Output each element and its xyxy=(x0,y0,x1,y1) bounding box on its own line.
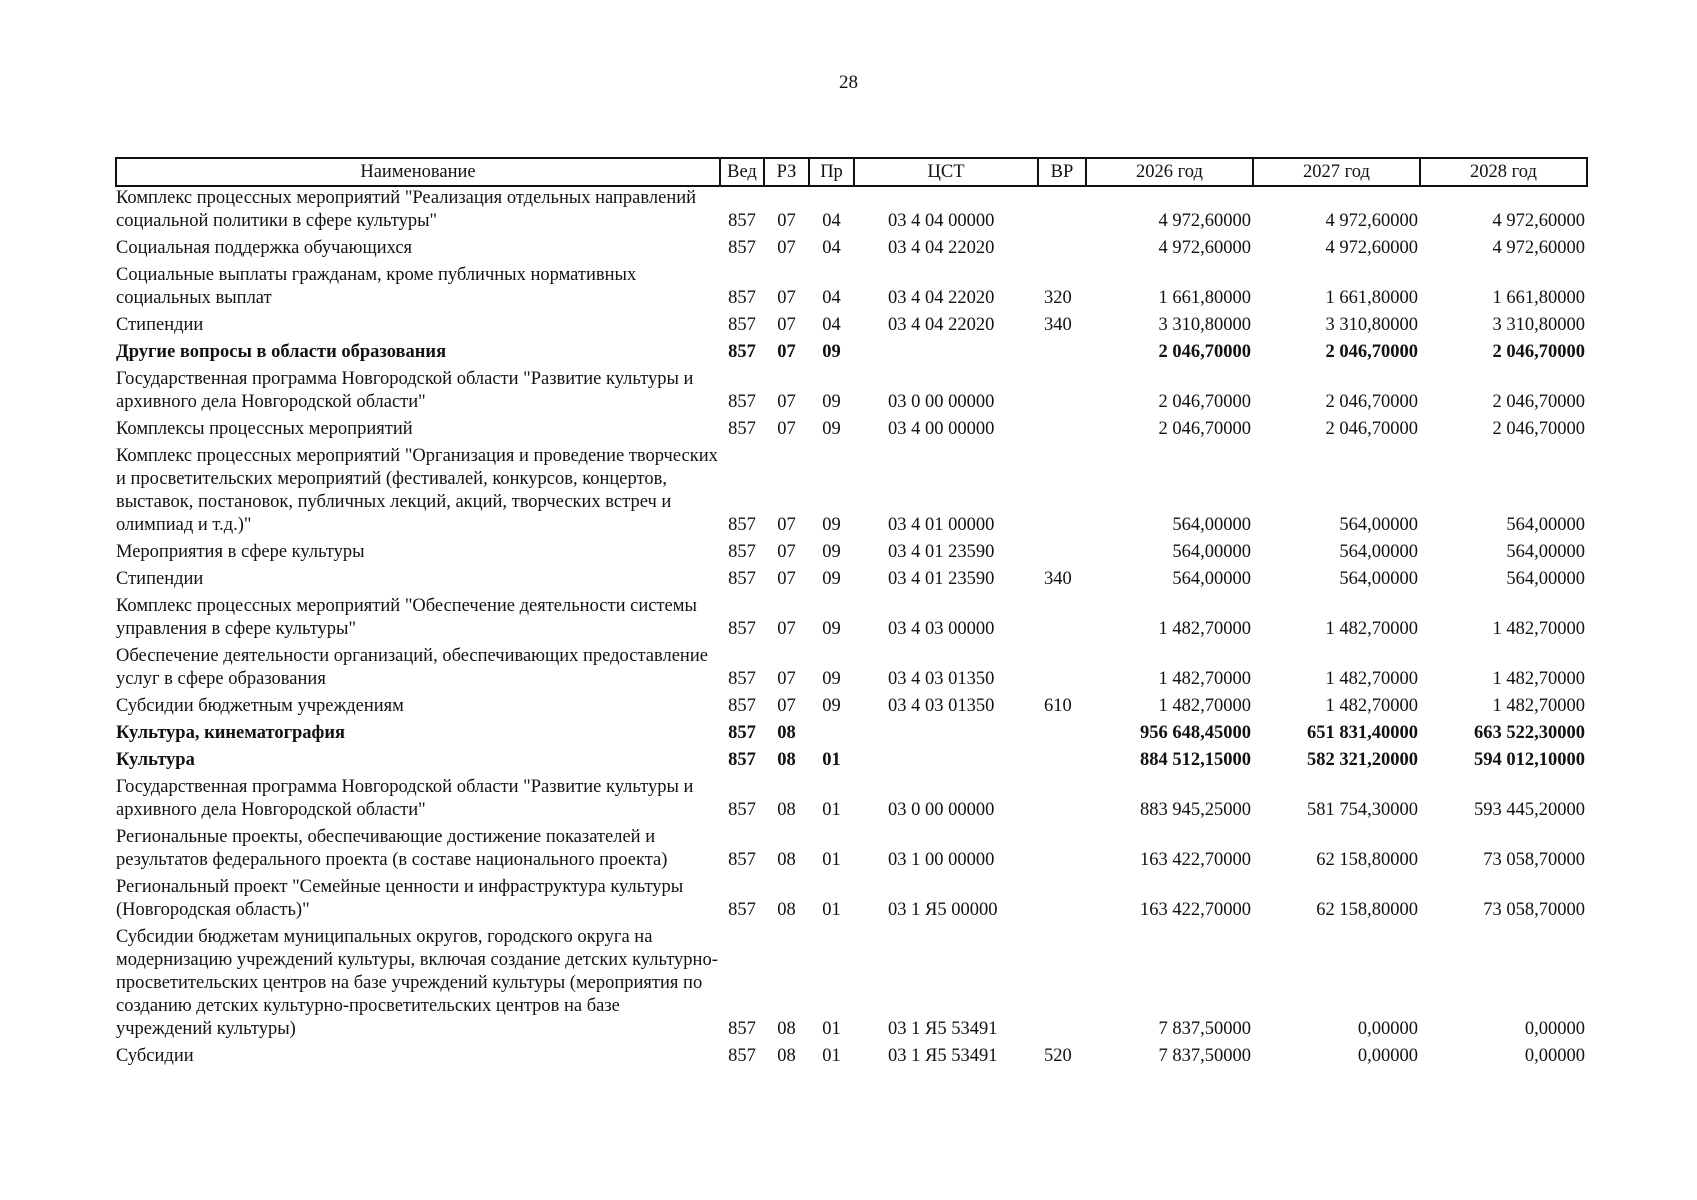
row-ved: 857 xyxy=(728,211,756,231)
row-amount-2027: 2 046,70000 xyxy=(1325,419,1418,439)
row-ved: 857 xyxy=(728,392,756,412)
row-rz: 08 xyxy=(777,900,796,920)
table-row xyxy=(116,776,1587,826)
table-row xyxy=(116,368,1587,418)
row-rz: 08 xyxy=(777,1046,796,1066)
row-name: Другие вопросы в области образования xyxy=(116,342,447,362)
row-amount-2027: 651 831,40000 xyxy=(1307,723,1418,743)
table-header-row xyxy=(116,158,1587,186)
row-ved: 857 xyxy=(728,723,756,743)
row-amount-2028: 1 482,70000 xyxy=(1492,696,1585,716)
row-ved: 857 xyxy=(728,696,756,716)
table-row xyxy=(116,341,1587,368)
table-row xyxy=(116,186,1587,237)
row-vr xyxy=(1038,645,1086,695)
row-ved: 857 xyxy=(728,515,756,535)
row-cst: 03 4 04 22020 xyxy=(888,238,995,258)
row-amount-2026: 2 046,70000 xyxy=(1158,342,1251,362)
row-amount-2028: 564,00000 xyxy=(1506,542,1585,562)
table-row xyxy=(116,595,1587,645)
row-name: Мероприятия в сфере культуры xyxy=(116,542,365,562)
row-ved: 857 xyxy=(728,542,756,562)
row-amount-2027: 564,00000 xyxy=(1339,542,1418,562)
row-vr xyxy=(1038,595,1086,645)
row-cst: 03 4 03 00000 xyxy=(888,619,995,639)
row-pr: 09 xyxy=(822,515,841,535)
row-name: Субсидии бюджетам муниципальных округов, городского округа на модернизацию учреждений культуры, включая создание детских культурно-просветительских центров на базе учреждений культуры (мероприятия по созданию детских культурно-просветительских центров на базе учреждений культуры) xyxy=(116,927,718,1039)
row-amount-2028: 2 046,70000 xyxy=(1492,419,1585,439)
row-amount-2027: 62 158,80000 xyxy=(1316,900,1418,920)
row-name: Стипендии xyxy=(116,315,204,335)
row-amount-2028: 4 972,60000 xyxy=(1492,238,1585,258)
row-pr: 01 xyxy=(822,800,841,820)
row-name: Культура xyxy=(116,750,195,770)
row-vr xyxy=(1038,541,1086,568)
row-amount-2027: 4 972,60000 xyxy=(1325,211,1418,231)
row-ved: 857 xyxy=(728,669,756,689)
row-rz: 08 xyxy=(777,750,796,770)
row-cst xyxy=(854,749,1038,776)
budget-table xyxy=(115,157,1588,1072)
row-pr: 04 xyxy=(822,238,841,258)
row-name: Государственная программа Новгородской области "Развитие культуры и архивного дела Новгородской области" xyxy=(116,777,694,820)
row-amount-2026: 1 661,80000 xyxy=(1158,288,1251,308)
row-rz: 08 xyxy=(777,1019,796,1039)
row-amount-2026: 163 422,70000 xyxy=(1140,850,1251,870)
row-pr: 09 xyxy=(822,619,841,639)
row-vr xyxy=(1038,776,1086,826)
row-amount-2026: 7 837,50000 xyxy=(1158,1046,1251,1066)
row-amount-2028: 593 445,20000 xyxy=(1474,800,1585,820)
row-ved: 857 xyxy=(728,850,756,870)
row-name: Комплексы процессных мероприятий xyxy=(116,419,413,439)
row-amount-2026: 2 046,70000 xyxy=(1158,419,1251,439)
table-row xyxy=(116,749,1587,776)
row-vr xyxy=(1038,368,1086,418)
row-pr: 09 xyxy=(822,569,841,589)
table-row xyxy=(116,826,1587,876)
table-row xyxy=(116,418,1587,445)
row-amount-2028: 73 058,70000 xyxy=(1483,900,1585,920)
row-amount-2028: 1 661,80000 xyxy=(1492,288,1585,308)
row-amount-2028: 663 522,30000 xyxy=(1474,723,1585,743)
row-cst xyxy=(854,722,1038,749)
row-ved: 857 xyxy=(728,315,756,335)
row-pr: 01 xyxy=(822,900,841,920)
row-cst: 03 0 00 00000 xyxy=(888,800,995,820)
table-row xyxy=(116,445,1587,541)
row-rz: 07 xyxy=(777,288,796,308)
row-ved: 857 xyxy=(728,1046,756,1066)
row-cst: 03 4 01 00000 xyxy=(888,515,995,535)
row-amount-2027: 581 754,30000 xyxy=(1307,800,1418,820)
row-cst: 03 1 Я5 53491 xyxy=(888,1046,998,1066)
row-amount-2028: 4 972,60000 xyxy=(1492,211,1585,231)
table-row xyxy=(116,314,1587,341)
row-amount-2026: 4 972,60000 xyxy=(1158,238,1251,258)
row-vr: 520 xyxy=(1044,1046,1072,1066)
row-pr: 09 xyxy=(822,392,841,412)
row-rz: 08 xyxy=(777,800,796,820)
row-amount-2028: 2 046,70000 xyxy=(1492,392,1585,412)
row-rz: 07 xyxy=(777,515,796,535)
row-pr: 01 xyxy=(822,850,841,870)
row-rz: 07 xyxy=(777,542,796,562)
row-amount-2027: 4 972,60000 xyxy=(1325,238,1418,258)
table-row xyxy=(116,541,1587,568)
row-pr: 01 xyxy=(822,750,841,770)
row-cst xyxy=(854,341,1038,368)
row-rz: 07 xyxy=(777,211,796,231)
row-ved: 857 xyxy=(728,900,756,920)
row-amount-2027: 1 482,70000 xyxy=(1325,619,1418,639)
row-rz: 07 xyxy=(777,238,796,258)
row-name: Культура, кинематография xyxy=(116,723,346,743)
row-name: Региональные проекты, обеспечивающие достижение показателей и результатов федерального проекта (в составе национального проекта) xyxy=(116,827,668,870)
table-row xyxy=(116,568,1587,595)
row-pr: 09 xyxy=(822,542,841,562)
row-name: Субсидии xyxy=(116,1046,194,1066)
row-amount-2028: 564,00000 xyxy=(1506,569,1585,589)
row-ved: 857 xyxy=(728,619,756,639)
row-cst: 03 1 Я5 00000 xyxy=(888,900,998,920)
row-pr xyxy=(809,722,854,749)
row-cst: 03 4 00 00000 xyxy=(888,419,995,439)
row-amount-2026: 2 046,70000 xyxy=(1158,392,1251,412)
row-amount-2028: 0,00000 xyxy=(1524,1046,1585,1066)
row-amount-2026: 564,00000 xyxy=(1172,515,1251,535)
header-rz: РЗ xyxy=(764,158,809,186)
row-ved: 857 xyxy=(728,569,756,589)
row-rz: 07 xyxy=(777,419,796,439)
row-rz: 07 xyxy=(777,696,796,716)
row-rz: 08 xyxy=(777,723,796,743)
row-rz: 07 xyxy=(777,569,796,589)
row-amount-2028: 73 058,70000 xyxy=(1483,850,1585,870)
row-amount-2027: 1 482,70000 xyxy=(1325,669,1418,689)
row-amount-2026: 163 422,70000 xyxy=(1140,900,1251,920)
row-vr xyxy=(1038,876,1086,926)
row-cst: 03 4 04 22020 xyxy=(888,288,995,308)
row-amount-2027: 582 321,20000 xyxy=(1307,750,1418,770)
row-amount-2027: 1 661,80000 xyxy=(1325,288,1418,308)
row-name: Комплекс процессных мероприятий "Обеспечение деятельности системы управления в сфере культуры" xyxy=(116,596,697,639)
row-pr: 01 xyxy=(822,1046,841,1066)
row-pr: 04 xyxy=(822,211,841,231)
row-pr: 09 xyxy=(822,696,841,716)
table-row xyxy=(116,722,1587,749)
row-amount-2028: 594 012,10000 xyxy=(1474,750,1585,770)
row-vr: 340 xyxy=(1044,315,1072,335)
header-vr: ВР xyxy=(1038,158,1086,186)
row-vr xyxy=(1038,722,1086,749)
row-amount-2026: 883 945,25000 xyxy=(1140,800,1251,820)
row-rz: 07 xyxy=(777,669,796,689)
row-vr: 340 xyxy=(1044,569,1072,589)
row-amount-2026: 3 310,80000 xyxy=(1158,315,1251,335)
row-amount-2027: 62 158,80000 xyxy=(1316,850,1418,870)
row-amount-2028: 3 310,80000 xyxy=(1492,315,1585,335)
row-ved: 857 xyxy=(728,288,756,308)
row-rz: 07 xyxy=(777,342,796,362)
row-ved: 857 xyxy=(728,342,756,362)
row-pr: 09 xyxy=(822,342,841,362)
row-amount-2026: 564,00000 xyxy=(1172,569,1251,589)
row-amount-2028: 2 046,70000 xyxy=(1492,342,1585,362)
row-vr: 320 xyxy=(1044,288,1072,308)
row-amount-2026: 564,00000 xyxy=(1172,542,1251,562)
table-row xyxy=(116,645,1587,695)
row-rz: 07 xyxy=(777,392,796,412)
row-cst: 03 4 04 22020 xyxy=(888,315,995,335)
row-vr: 610 xyxy=(1044,696,1072,716)
row-vr xyxy=(1038,341,1086,368)
row-cst: 03 0 00 00000 xyxy=(888,392,995,412)
row-vr xyxy=(1038,445,1086,541)
row-amount-2027: 564,00000 xyxy=(1339,515,1418,535)
row-ved: 857 xyxy=(728,800,756,820)
row-cst: 03 1 00 00000 xyxy=(888,850,995,870)
row-rz: 08 xyxy=(777,850,796,870)
row-ved: 857 xyxy=(728,1019,756,1039)
row-pr: 09 xyxy=(822,419,841,439)
table-row xyxy=(116,1045,1587,1072)
row-vr xyxy=(1038,826,1086,876)
row-amount-2027: 3 310,80000 xyxy=(1325,315,1418,335)
row-amount-2027: 2 046,70000 xyxy=(1325,392,1418,412)
page-number: 28 xyxy=(839,72,858,93)
row-amount-2027: 0,00000 xyxy=(1357,1046,1418,1066)
table-row xyxy=(116,926,1587,1045)
row-amount-2027: 0,00000 xyxy=(1357,1019,1418,1039)
row-name: Стипендии xyxy=(116,569,204,589)
row-vr xyxy=(1038,749,1086,776)
row-name: Региональный проект "Семейные ценности и инфраструктура культуры (Новгородская область)" xyxy=(116,877,684,920)
row-rz: 07 xyxy=(777,619,796,639)
row-pr: 09 xyxy=(822,669,841,689)
table-row xyxy=(116,264,1587,314)
row-cst: 03 4 03 01350 xyxy=(888,669,995,689)
header-2027: 2027 год xyxy=(1253,158,1420,186)
row-cst: 03 4 01 23590 xyxy=(888,542,995,562)
row-vr xyxy=(1038,186,1086,237)
row-amount-2026: 1 482,70000 xyxy=(1158,696,1251,716)
row-amount-2026: 1 482,70000 xyxy=(1158,669,1251,689)
row-vr xyxy=(1038,418,1086,445)
row-amount-2026: 4 972,60000 xyxy=(1158,211,1251,231)
row-amount-2028: 0,00000 xyxy=(1524,1019,1585,1039)
row-ved: 857 xyxy=(728,419,756,439)
row-amount-2028: 1 482,70000 xyxy=(1492,669,1585,689)
header-2026: 2026 год xyxy=(1086,158,1253,186)
row-amount-2028: 1 482,70000 xyxy=(1492,619,1585,639)
row-ved: 857 xyxy=(728,750,756,770)
row-amount-2026: 7 837,50000 xyxy=(1158,1019,1251,1039)
row-pr: 01 xyxy=(822,1019,841,1039)
row-name: Социальная поддержка обучающихся xyxy=(116,238,413,258)
row-amount-2027: 1 482,70000 xyxy=(1325,696,1418,716)
header-pr: Пр xyxy=(809,158,854,186)
row-amount-2027: 564,00000 xyxy=(1339,569,1418,589)
table-row xyxy=(116,876,1587,926)
row-vr xyxy=(1038,237,1086,264)
row-vr xyxy=(1038,926,1086,1045)
header-name: Наименование xyxy=(116,158,720,186)
row-pr: 04 xyxy=(822,315,841,335)
row-cst: 03 4 03 01350 xyxy=(888,696,995,716)
row-pr: 04 xyxy=(822,288,841,308)
row-name: Комплекс процессных мероприятий "Организация и проведение творческих и просветительских мероприятий (фестивалей, конкурсов, концертов, выставок, постановок, публичных лекций, акций, творческих встреч и олимпиад и т.д.)" xyxy=(116,446,718,535)
row-amount-2026: 884 512,15000 xyxy=(1140,750,1251,770)
row-name: Обеспечение деятельности организаций, обеспечивающих предоставление услуг в сфере образования xyxy=(116,646,708,689)
row-cst: 03 4 04 00000 xyxy=(888,211,995,231)
row-rz: 07 xyxy=(777,315,796,335)
row-name: Комплекс процессных мероприятий "Реализация отдельных направлений социальной политики в сфере культуры" xyxy=(116,188,697,231)
row-name: Государственная программа Новгородской области "Развитие культуры и архивного дела Новгородской области" xyxy=(116,369,694,412)
row-amount-2027: 2 046,70000 xyxy=(1325,342,1418,362)
row-name: Социальные выплаты гражданам, кроме публичных нормативных социальных выплат xyxy=(116,265,637,308)
table-row xyxy=(116,237,1587,264)
header-2028: 2028 год xyxy=(1420,158,1587,186)
row-name: Субсидии бюджетным учреждениям xyxy=(116,696,404,716)
row-amount-2028: 564,00000 xyxy=(1506,515,1585,535)
header-cst: ЦСТ xyxy=(854,158,1038,186)
table-body xyxy=(116,186,1587,1072)
header-ved: Вед xyxy=(720,158,764,186)
row-amount-2026: 956 648,45000 xyxy=(1140,723,1251,743)
table-row xyxy=(116,695,1587,722)
table-header xyxy=(116,158,1587,186)
row-cst: 03 4 01 23590 xyxy=(888,569,995,589)
row-cst: 03 1 Я5 53491 xyxy=(888,1019,998,1039)
row-amount-2026: 1 482,70000 xyxy=(1158,619,1251,639)
row-ved: 857 xyxy=(728,238,756,258)
